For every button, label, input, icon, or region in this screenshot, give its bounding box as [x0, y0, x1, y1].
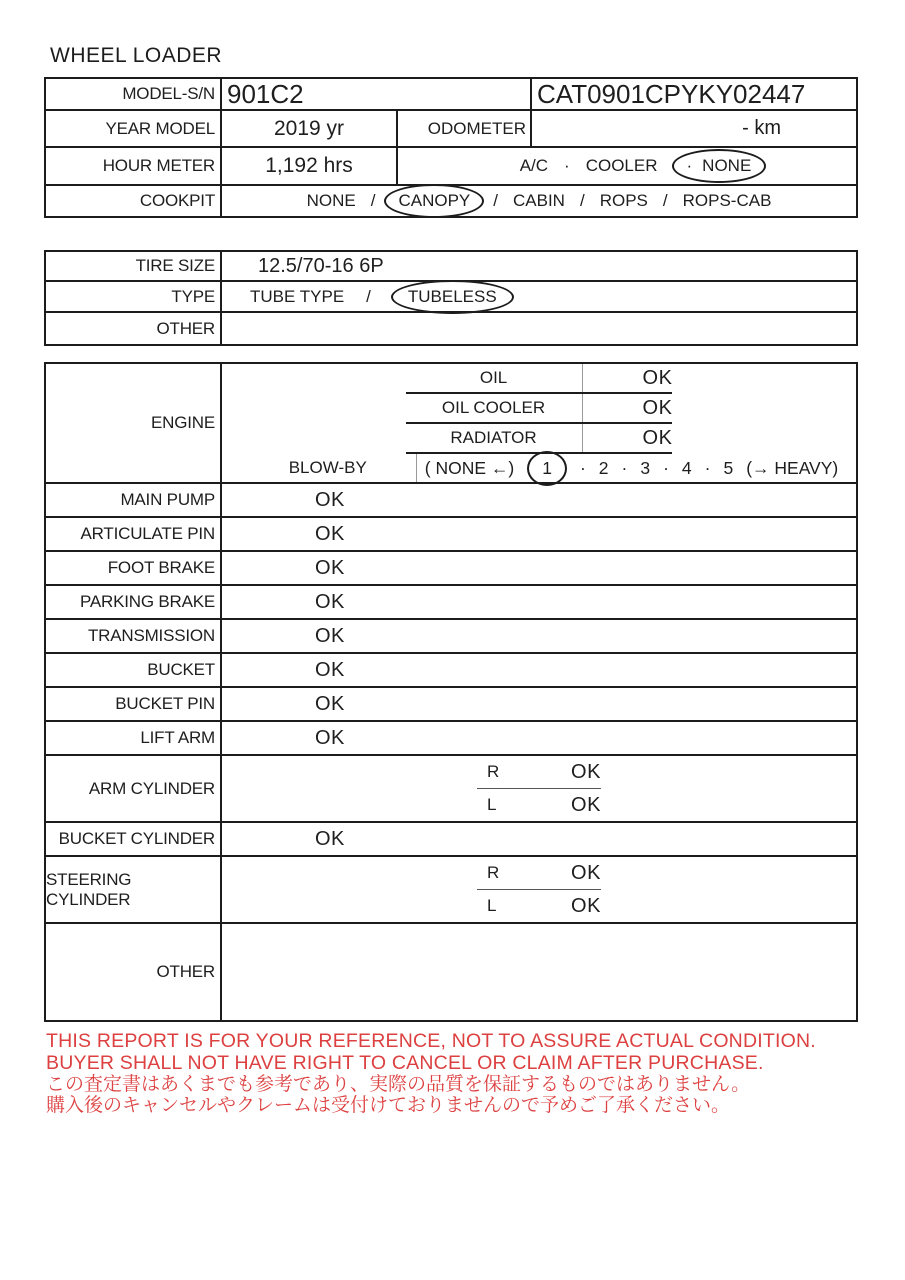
bucket-pin-label: BUCKET PIN [46, 688, 222, 720]
foot-brake-label: FOOT BRAKE [46, 552, 222, 584]
table-row [46, 654, 856, 688]
ac-separator: · [564, 156, 570, 175]
engine-blowby-row [240, 454, 838, 482]
arm-cylinder-left-row [477, 789, 601, 821]
transmission-label: TRANSMISSION [46, 620, 222, 652]
bucket-value: OK [315, 658, 345, 681]
option-separator: / [370, 191, 376, 210]
tire-size-row [46, 252, 856, 282]
blowby-scale [417, 454, 838, 482]
serial-number: CAT0901CPYKY02447 [537, 78, 806, 109]
odometer-value: - km [742, 117, 781, 139]
blowby-scale-4: 4 [681, 457, 692, 478]
engine-block [46, 364, 856, 484]
steering-cylinder-subrows [222, 857, 856, 922]
bucket-cylinder-label: BUCKET CYLINDER [46, 823, 222, 855]
cockpit-selected-canopy: CANOPY [398, 191, 471, 210]
tire-size-label: TIRE SIZE [46, 252, 222, 280]
table-row [46, 722, 856, 756]
year-model-label: YEAR MODEL [46, 111, 222, 146]
disclaimer-line-en-1: THIS REPORT IS FOR YOUR REFERENCE, NOT TO ASSURE ACTUAL CONDITION. [46, 1030, 816, 1052]
engine-radiator-value: OK [642, 426, 673, 449]
disclaimer-line-en-2: BUYER SHALL NOT HAVE RIGHT TO CANCEL OR CLAIM AFTER PURCHASE. [46, 1051, 764, 1074]
blowby-selection-circle [527, 451, 567, 486]
tire-type-row [46, 282, 856, 313]
main-pump-value: OK [315, 488, 345, 511]
cockpit-options [222, 186, 856, 216]
tube-type-option: TUBE TYPE [250, 286, 345, 306]
bucket-cylinder-value: OK [315, 827, 345, 850]
articulate-pin-label: ARTICULATE PIN [46, 518, 222, 550]
lift-arm-value: OK [315, 726, 345, 749]
lift-arm-label: LIFT ARM [46, 722, 222, 754]
right-label: R [487, 762, 500, 781]
tire-other-value [222, 313, 856, 344]
steering-cylinder-block [46, 857, 856, 924]
cockpit-option-none: NONE [306, 191, 356, 210]
arm-cylinder-right-row [477, 756, 601, 789]
engine-oilcooler-row [406, 394, 673, 424]
main-pump-label: MAIN PUMP [46, 484, 222, 516]
engine-oil-value: OK [642, 366, 673, 389]
cockpit-row [46, 186, 856, 216]
table-row [46, 484, 856, 518]
bucket-label: BUCKET [46, 654, 222, 686]
disclaimer-line-jp-2: 購入後のキャンセルやクレームは受付けておりませんので予めご了承ください。 [46, 1095, 731, 1116]
option-separator: / [662, 191, 668, 210]
ac-selected-none: NONE [702, 156, 752, 175]
model-value: 901C2 [222, 79, 532, 109]
blowby-scale-3: 3 [640, 457, 651, 478]
bucket-pin-value: OK [315, 692, 345, 715]
tire-type-options [222, 282, 856, 311]
ac-selection-circle [672, 149, 767, 183]
table-row [46, 688, 856, 722]
ac-separator: · [686, 156, 693, 175]
machine-info-table [44, 77, 858, 218]
scale-dot: · [579, 457, 586, 478]
parking-brake-label: PARKING BRAKE [46, 586, 222, 618]
bucket-cylinder-row [46, 823, 856, 857]
year-model-value: 2019 yr [222, 111, 398, 146]
transmission-value: OK [315, 624, 345, 647]
disclaimer-line-jp-1: この査定書はあくまでも参考であり、実際の品質を保証するものではありません。 [46, 1074, 751, 1095]
inspection-table [44, 362, 858, 1022]
tire-other-label: OTHER [46, 313, 222, 344]
hour-meter-label: HOUR METER [46, 148, 222, 184]
hourmeter-ac-row [46, 148, 856, 186]
left-label: L [487, 896, 497, 915]
cockpit-option-rops: ROPS [599, 191, 648, 210]
parking-brake-value: OK [315, 590, 345, 613]
ac-option: A/C [519, 156, 549, 175]
steering-cylinder-right-row [477, 857, 601, 890]
engine-radiator-label: RADIATOR [406, 424, 583, 452]
tire-type-selection-circle [391, 280, 514, 314]
cockpit-selection-circle [384, 184, 484, 218]
hour-meter-value: 1,192 hrs [222, 148, 398, 184]
other-row [46, 924, 856, 1020]
arm-cylinder-right-value: OK [571, 760, 601, 783]
year-odometer-row [46, 111, 856, 148]
table-row [46, 620, 856, 654]
tire-size-value: 12.5/70-16 6P [258, 254, 384, 277]
disclaimer [46, 1031, 816, 1116]
engine-oilcooler-value: OK [642, 396, 673, 419]
tire-type-selected-tubeless: TUBELESS [407, 286, 497, 306]
foot-brake-value: OK [315, 556, 345, 579]
scale-dot: · [663, 457, 669, 478]
steering-cylinder-left-row [477, 890, 601, 922]
tire-table [44, 250, 858, 346]
odometer-label: ODOMETER [398, 111, 532, 146]
cooler-option: COOLER [585, 156, 658, 175]
blowby-heavy-suffix: (→ HEAVY) [746, 457, 839, 478]
steering-cylinder-left-value: OK [571, 894, 601, 917]
other-value [222, 924, 856, 1020]
blowby-scale-2: 2 [598, 457, 609, 478]
engine-oilcooler-label: OIL COOLER [406, 394, 583, 422]
scale-dot: · [621, 457, 628, 478]
right-label: R [487, 863, 500, 882]
arm-cylinder-block [46, 756, 856, 823]
engine-oil-label: OIL [406, 364, 583, 392]
engine-subrows [222, 364, 856, 482]
blowby-none-prefix: ( NONE ←) [424, 457, 515, 478]
option-separator: / [493, 191, 498, 210]
table-row [46, 586, 856, 620]
option-separator: / [366, 286, 371, 306]
table-row [46, 552, 856, 586]
cockpit-label: COOKPIT [46, 186, 222, 216]
steering-cylinder-right-value: OK [571, 861, 601, 884]
articulate-pin-value: OK [315, 522, 345, 545]
model-serial-row [46, 79, 856, 111]
engine-blowby-label: BLOW-BY [240, 454, 417, 482]
cockpit-option-cabin: CABIN [512, 191, 565, 210]
blowby-selected-1: 1 [542, 457, 552, 478]
engine-radiator-row [406, 424, 673, 454]
blowby-scale-5: 5 [723, 457, 734, 478]
page-title: WHEEL LOADER [50, 44, 223, 67]
engine-label: ENGINE [46, 364, 222, 482]
model-label: MODEL-S/N [46, 79, 222, 109]
other-label: OTHER [46, 924, 222, 1020]
option-separator: / [579, 191, 585, 210]
ac-cooler-options [398, 148, 856, 184]
arm-cylinder-subrows [222, 756, 856, 821]
left-label: L [487, 795, 497, 814]
tire-other-row [46, 313, 856, 344]
table-row [46, 518, 856, 552]
cockpit-option-ropscab: ROPS-CAB [682, 191, 772, 210]
steering-cylinder-label: STEERING CYLINDER [46, 857, 222, 922]
scale-dot: · [704, 457, 711, 478]
arm-cylinder-label: ARM CYLINDER [46, 756, 222, 821]
arm-cylinder-left-value: OK [571, 793, 601, 816]
engine-oil-row [406, 364, 673, 394]
tire-type-label: TYPE [46, 282, 222, 311]
